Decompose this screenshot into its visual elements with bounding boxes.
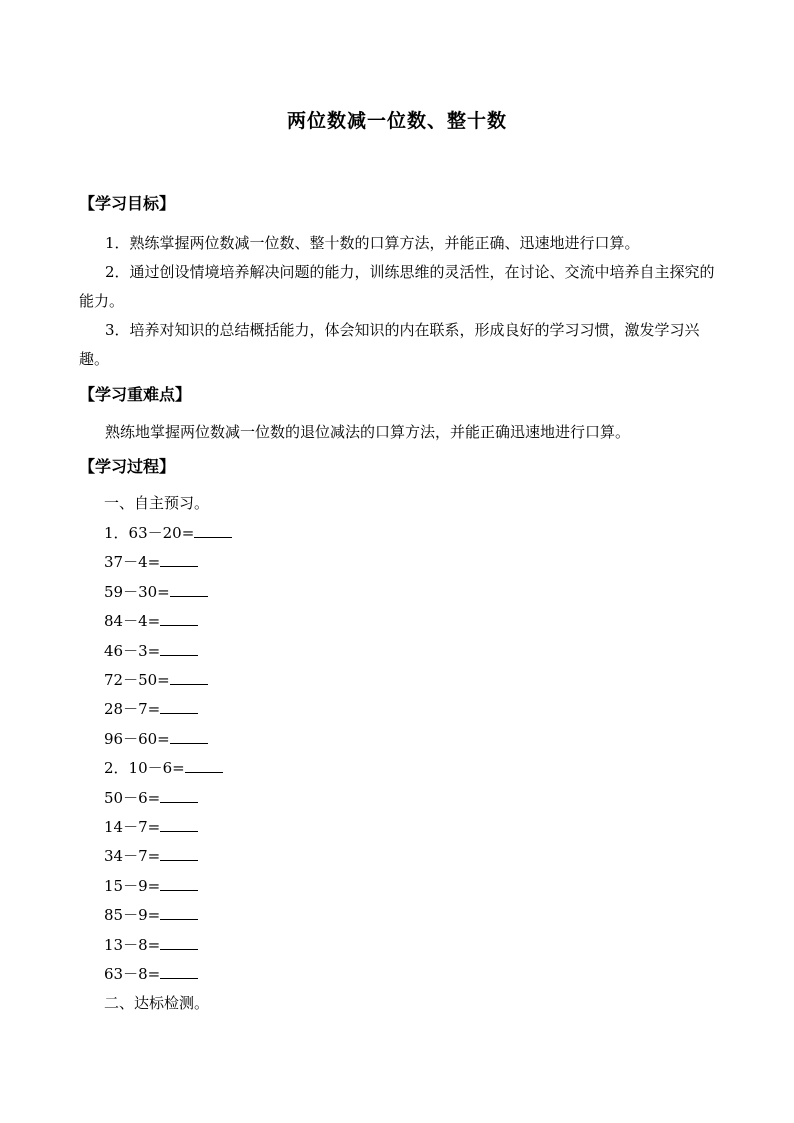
page-title: 两位数减一位数、整十数 [286, 110, 507, 132]
exercise-item [104, 698, 198, 719]
exercise-item [104, 845, 198, 866]
answer-blank[interactable] [160, 817, 198, 832]
exercise-expression: 15－9= [104, 876, 161, 895]
exercise-item [104, 640, 198, 661]
exercise-item [104, 728, 208, 749]
exercise-expression: 46－3= [104, 641, 161, 660]
exercise-expression: 63－8= [104, 965, 161, 983]
exercise-item [104, 816, 198, 837]
exercise-expression: 2．10－6= [104, 759, 185, 778]
part2-label: 二、达标检测。 [104, 994, 210, 1012]
process-heading: 【学习过程】 [79, 457, 176, 476]
objective-item-3: 3．培养对知识的总结概括能力，体会知识的内在联系，形成良好的学习习惯，激发学习兴趣。 [79, 321, 700, 368]
exercise-item [104, 875, 198, 896]
answer-blank[interactable] [160, 611, 198, 626]
answer-blank[interactable] [170, 582, 208, 597]
answer-blank[interactable] [160, 552, 198, 567]
answer-blank[interactable] [194, 523, 232, 538]
part1-label: 一、自主预习。 [104, 494, 210, 512]
answer-blank[interactable] [170, 729, 208, 744]
exercise-item [104, 963, 198, 984]
exercise-item [104, 934, 198, 955]
exercise-expression: 1．63－20= [104, 524, 195, 542]
exercise-item [104, 551, 198, 572]
answer-blank[interactable] [160, 905, 198, 920]
exercise-expression: 37－4= [104, 553, 161, 572]
exercise-expression: 28－7= [104, 700, 161, 719]
exercise-item [104, 522, 232, 543]
objective-item-2: 2．通过创设情境培养解决问题的能力，训练思维的灵活性，在讨论、交流中培养自主探究的能力。 [79, 263, 715, 310]
exercise-expression: 85－9= [104, 906, 161, 925]
exercise-item [104, 787, 198, 808]
objectives-heading: 【学习目标】 [79, 194, 176, 213]
exercise-expression: 72－50= [104, 671, 170, 689]
exercise-expression: 96－60= [104, 729, 170, 748]
exercise-expression: 59－30= [104, 582, 170, 601]
exercise-item [104, 581, 208, 602]
exercise-expression: 84－4= [104, 612, 161, 631]
key-points-text: 熟练地掌握两位数减一位数的退位减法的口算方法，并能正确迅速地进行口算。 [105, 423, 631, 441]
answer-blank[interactable] [170, 670, 208, 685]
answer-blank[interactable] [160, 846, 198, 861]
exercise-item [104, 669, 208, 690]
exercise-expression: 14－7= [104, 818, 161, 836]
answer-blank[interactable] [160, 964, 198, 979]
answer-blank[interactable] [160, 641, 198, 656]
answer-blank[interactable] [160, 935, 198, 950]
exercise-item [104, 904, 198, 925]
answer-blank[interactable] [160, 699, 198, 714]
exercise-expression: 13－8= [104, 935, 161, 954]
answer-blank[interactable] [160, 788, 198, 803]
exercise-expression: 50－6= [104, 788, 161, 807]
key-points-heading: 【学习重难点】 [79, 385, 192, 404]
answer-blank[interactable] [185, 758, 223, 773]
answer-blank[interactable] [160, 876, 198, 891]
exercise-item [104, 610, 198, 631]
exercise-item [104, 757, 223, 778]
exercise-expression: 34－7= [104, 847, 161, 866]
objective-item-1: 1．熟练掌握两位数减一位数、整十数的口算方法，并能正确、迅速地进行口算。 [105, 234, 640, 252]
